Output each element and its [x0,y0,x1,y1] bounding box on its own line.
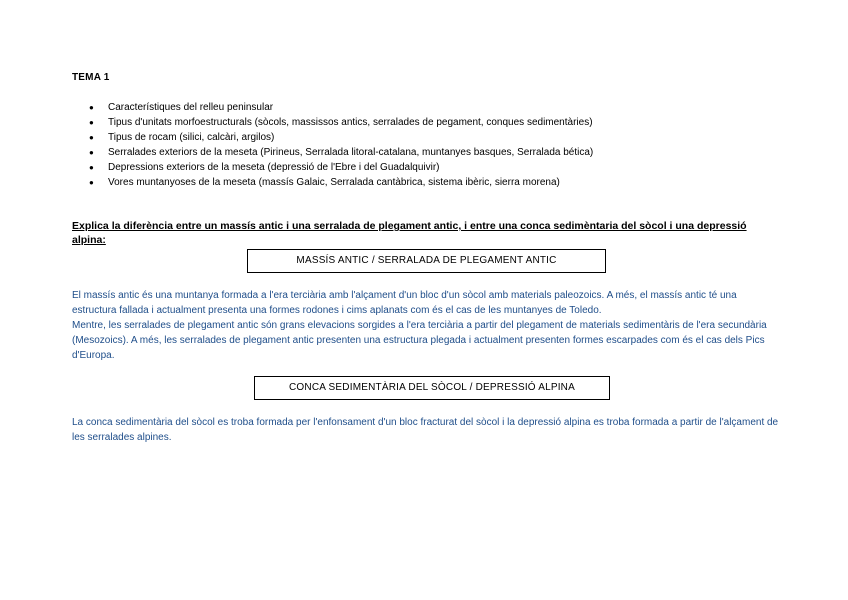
answer-text: El massís antic és una muntanya formada a l'era terciària amb l'alçament d'un bloc d'un sòcol amb materials paleozoics. A més, el massís antic té una estructura fallada i actualment presenta una formes rodones i cims aplanats com és el cas de les muntanyes de Toledo. [72,290,737,316]
list-item: ● Vores muntanyoses de la meseta (massís Galaic, Serralada cantàbrica, sistema ibèric, sierra morena) [72,175,593,190]
section-box-conca: CONCA SEDIMENTÀRIA DEL SÒCOL / DEPRESSIÓ ALPINA [254,376,610,400]
section-box-massis: MASSÍS ANTIC / SERRALADA DE PLEGAMENT ANTIC [247,249,606,273]
list-item: ● Característiques del relleu peninsular [72,100,593,115]
question-heading: Explica la diferència entre un massís antic i una serralada de plegament antic, i entre una conca sedimèntaria del sòcol i una depressió alpina: [72,220,747,246]
topic-list [72,100,593,190]
answer-paragraph-1 [72,288,772,363]
list-item: ● Tipus d'unitats morfoestructurals (sòcols, massissos antics, serralades de pegament, conques sedimentàries) [72,115,593,130]
answer-text: Mentre, les serralades de plegament antic són grans elevacions sorgides a l'era terciària a partir del plegament de materials sedimentàris de l'era secundària (Mesozoics). A més, les serralades de plegament antic presenten una estructura plegada i actualment presenten formes escarpades com és el cas dels Pics d'Europa. [72,320,767,361]
list-item: ● Serralades exteriors de la meseta (Pirineus, Serralada litoral-catalana, muntanyes basques, Serralada bética) [72,145,593,160]
answer-paragraph-2: La conca sedimentària del sòcol es troba formada per l'enfonsament d'un bloc fracturat del sòcol i la depressió alpina es troba formada a partir de l'alçament de les serralades alpines. [72,417,779,443]
page-title: TEMA 1 [72,72,110,83]
list-item: ● Tipus de rocam (silici, calcàri, argilos) [72,130,593,145]
list-item: ● Depressions exteriors de la meseta (depressió de l'Ebre i del Guadalquivir) [72,160,593,175]
